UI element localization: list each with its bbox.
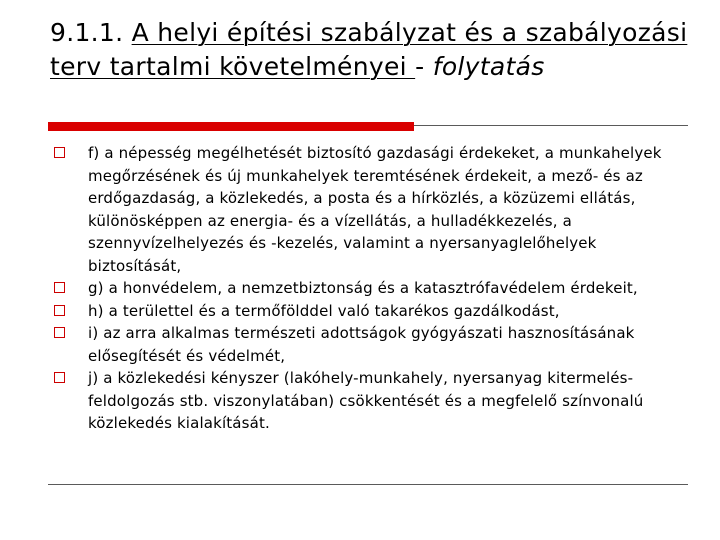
square-bullet-icon [52, 300, 88, 323]
list-item [52, 367, 672, 435]
footer-divider [48, 484, 688, 485]
title-accent-bar [48, 122, 414, 131]
square-bullet-icon [52, 322, 88, 345]
bullet-list [52, 142, 672, 435]
list-item [52, 300, 672, 323]
list-item [52, 277, 672, 300]
list-item-text: f) a népesség megélhetését biztosító gazdasági érdekeket, a munkahelyek megőrzésének és új munkahelyek teremtésének érdekeit, a mező- és az erdőgazdaság, a közlekedés, a posta és a hírközlés, a közüzemi ellátás, különösképpen az energia- és a vízellátás, a hulladékkezelés, a szennyvízelhelyezés és -kezelés, valamint a nyersanyaglelőhelyek biztosítását, [88, 144, 662, 275]
square-bullet-icon [52, 277, 88, 300]
list-item [52, 322, 672, 367]
square-bullet-icon [52, 367, 88, 390]
square-bullet-icon [52, 142, 88, 165]
list-item-text: j) a közlekedési kényszer (lakóhely-munkahely, nyersanyag kitermelés-feldolgozás stb. viszonylatában) csökkentését és a megfelelő színvonalú közlekedés kialakítását. [88, 369, 644, 432]
title-italic: folytatás [432, 52, 545, 81]
list-item-text: g) a honvédelem, a nemzetbiztonság és a katasztrófavédelem érdekeit, [88, 279, 638, 297]
list-item [52, 142, 672, 277]
title-underlined: A helyi építési szabályzat és a szabályozási terv tartalmi követelményei [50, 18, 688, 81]
slide-title [50, 16, 690, 84]
list-item-text: h) a területtel és a termőfölddel való takarékos gazdálkodást, [88, 301, 560, 320]
title-dash: - [415, 52, 433, 81]
list-item-text: i) az arra alkalmas természeti adottságok gyógyászati hasznosításának elősegítését és védelmét, [88, 324, 635, 365]
title-number: 9.1.1. [50, 18, 132, 47]
